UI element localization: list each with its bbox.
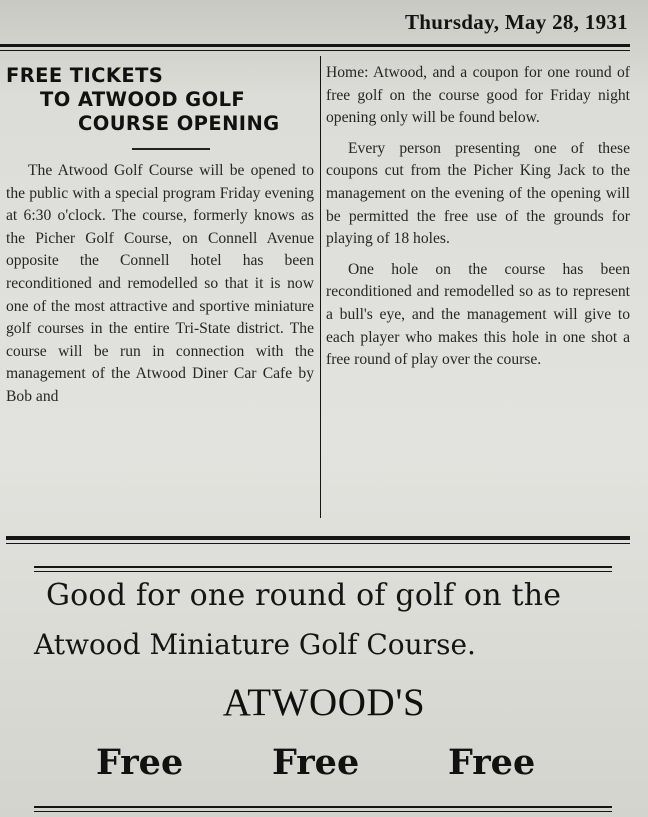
article-paragraph: Home: Atwood, and a coupon for one round of free golf on the course good for Friday night opening only will be found below. bbox=[326, 64, 630, 127]
right-column bbox=[326, 62, 630, 372]
article-paragraph: Every person presenting one of these coupons cut from the Picher King Jack to the management on the evening of the opening will be permitted the free use of the grounds for playing of 18 holes. bbox=[326, 139, 630, 248]
coupon-free-1: Free bbox=[96, 742, 184, 783]
dateline: Thursday, May 28, 1931 bbox=[404, 10, 628, 34]
coupon-line-2: Atwood Miniature Golf Course. bbox=[34, 628, 476, 661]
section-rule-thin bbox=[6, 543, 630, 544]
coupon-border-bottom-thin bbox=[34, 811, 612, 812]
column-divider bbox=[320, 56, 321, 518]
headline-line-1: FREE TICKETS bbox=[6, 64, 164, 87]
headline-dash bbox=[132, 148, 210, 150]
coupon-border-top bbox=[34, 566, 612, 568]
coupon-free-2: Free bbox=[272, 742, 360, 783]
coupon bbox=[0, 562, 648, 817]
top-rule-thin bbox=[0, 50, 630, 51]
coupon-border-top-thin bbox=[34, 571, 612, 572]
top-rule bbox=[0, 44, 630, 47]
left-column bbox=[6, 64, 314, 409]
headline-line-3: COURSE OPENING bbox=[78, 112, 280, 135]
coupon-brand: ATWOOD'S bbox=[222, 681, 426, 724]
headline-line-2: TO ATWOOD GOLF bbox=[40, 88, 246, 111]
article-paragraph: The Atwood Golf Course will be opened to the public with a special program Friday evening at 6:30 o'clock. The course, formerly knows as the Picher Golf Course, on Connell Avenue opposite the Connell hotel has been reconditioned and remodelled so that it is now one of the most attractive and sportive miniature golf courses in the entire Tri-State district. The course will be run in connection with the management of the Atwood Diner Car Cafe by Bob and bbox=[6, 162, 314, 405]
article-headline bbox=[6, 64, 314, 136]
coupon-line-1: Good for one round of golf on the bbox=[46, 578, 562, 613]
section-rule bbox=[6, 536, 630, 540]
coupon-free-3: Free bbox=[448, 742, 536, 783]
coupon-border-bottom bbox=[34, 806, 612, 808]
article-paragraph: One hole on the course has been reconditioned and remodelled so as to represent a bull's eye, and the management will give to each player who makes this hole in one shot a free round of play over the course. bbox=[326, 260, 630, 369]
